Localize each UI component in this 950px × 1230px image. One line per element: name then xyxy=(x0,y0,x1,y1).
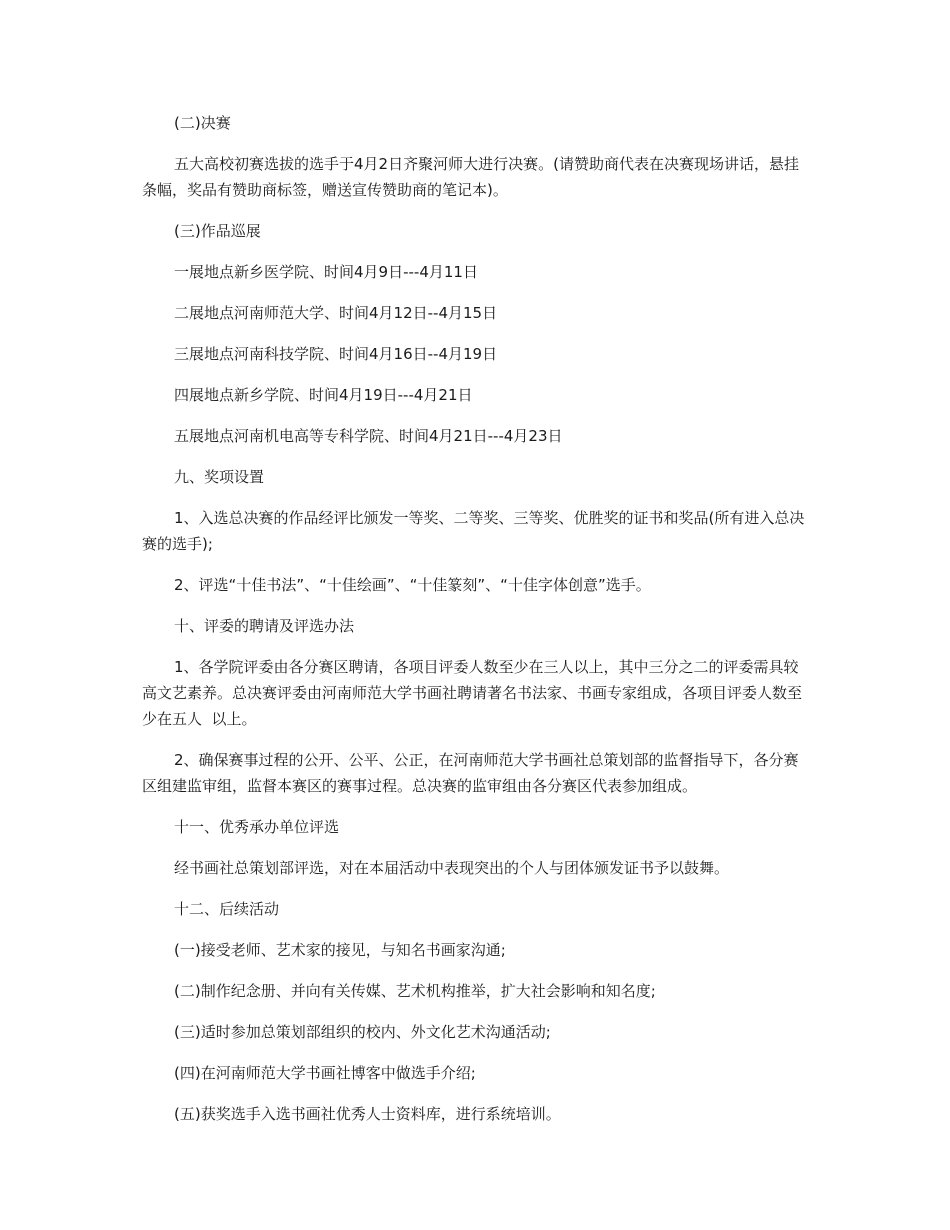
document-body xyxy=(142,110,807,1127)
follow-up-item-4: (四)在河南师范大学书画社博客中做选手介绍; xyxy=(174,1064,476,1082)
paragraph-judges-1: 1、各学院评委由各分赛区聘请，各项目评委人数至少在三人以上，其中三分之二的评委需具较高文艺素养。总决赛评委由河南师范大学书画社聘请著名书法家、书画专家组成，各项目评委人数至少在五人 以上。 xyxy=(142,658,803,728)
exhibition-stop-3: 三展地点河南科技学院、时间4月16日--4月19日 xyxy=(174,345,498,363)
section-heading-awards: 九、奖项设置 xyxy=(174,468,265,486)
paragraph-organizer-selection: 经书画社总策划部评选，对在本届活动中表现突出的个人与团体颁发证书予以鼓舞。 xyxy=(174,859,730,877)
exhibition-stop-1: 一展地点新乡医学院、时间4月9日---4月11日 xyxy=(174,263,478,281)
exhibition-stop-5: 五展地点河南机电高等专科学院、时间4月21日---4月23日 xyxy=(174,427,563,445)
exhibition-stop-4: 四展地点新乡学院、时间4月19日---4月21日 xyxy=(174,386,473,404)
paragraph-awards-2: 2、评选“十佳书法”、“十佳绘画”、“十佳篆刻”、“十佳字体创意”选手。 xyxy=(174,576,651,594)
paragraph-awards-1: 1、入选总决赛的作品经评比颁发一等奖、二等奖、三等奖、优胜奖的证书和奖品(所有进入总决赛的选手); xyxy=(142,509,805,553)
section-heading-organizer-selection: 十一、优秀承办单位评选 xyxy=(174,818,340,836)
follow-up-item-1: (一)接受老师、艺术家的接见，与知名书画家沟通; xyxy=(174,941,506,959)
section-heading-exhibition: (三)作品巡展 xyxy=(174,222,261,240)
section-heading-follow-up: 十二、后续活动 xyxy=(174,900,280,918)
paragraph-finals-details: 五大高校初赛选拔的选手于4月2日齐聚河师大进行决赛。(请赞助商代表在决赛现场讲话，悬挂条幅，奖品有赞助商标签，赠送宣传赞助商的笔记本)。 xyxy=(142,155,799,199)
section-heading-judges: 十、评委的聘请及评选办法 xyxy=(174,617,355,635)
follow-up-item-3: (三)适时参加总策划部组织的校内、外文化艺术沟通活动; xyxy=(174,1023,551,1041)
follow-up-item-5: (五)获奖选手入选书画社优秀人士资料库，进行系统培训。 xyxy=(174,1105,561,1123)
follow-up-item-2: (二)制作纪念册、并向有关传媒、艺术机构推举，扩大社会影响和知名度; xyxy=(174,982,656,1000)
section-heading-finals: (二)决赛 xyxy=(174,114,231,132)
paragraph-judges-2: 2、确保赛事过程的公开、公平、公正，在河南师范大学书画社总策划部的监督指导下，各分赛区组建监审组，监督本赛区的赛事过程。总决赛的监审组由各分赛区代表参加组成。 xyxy=(142,751,799,795)
exhibition-stop-2: 二展地点河南师范大学、时间4月12日--4月15日 xyxy=(174,304,498,322)
